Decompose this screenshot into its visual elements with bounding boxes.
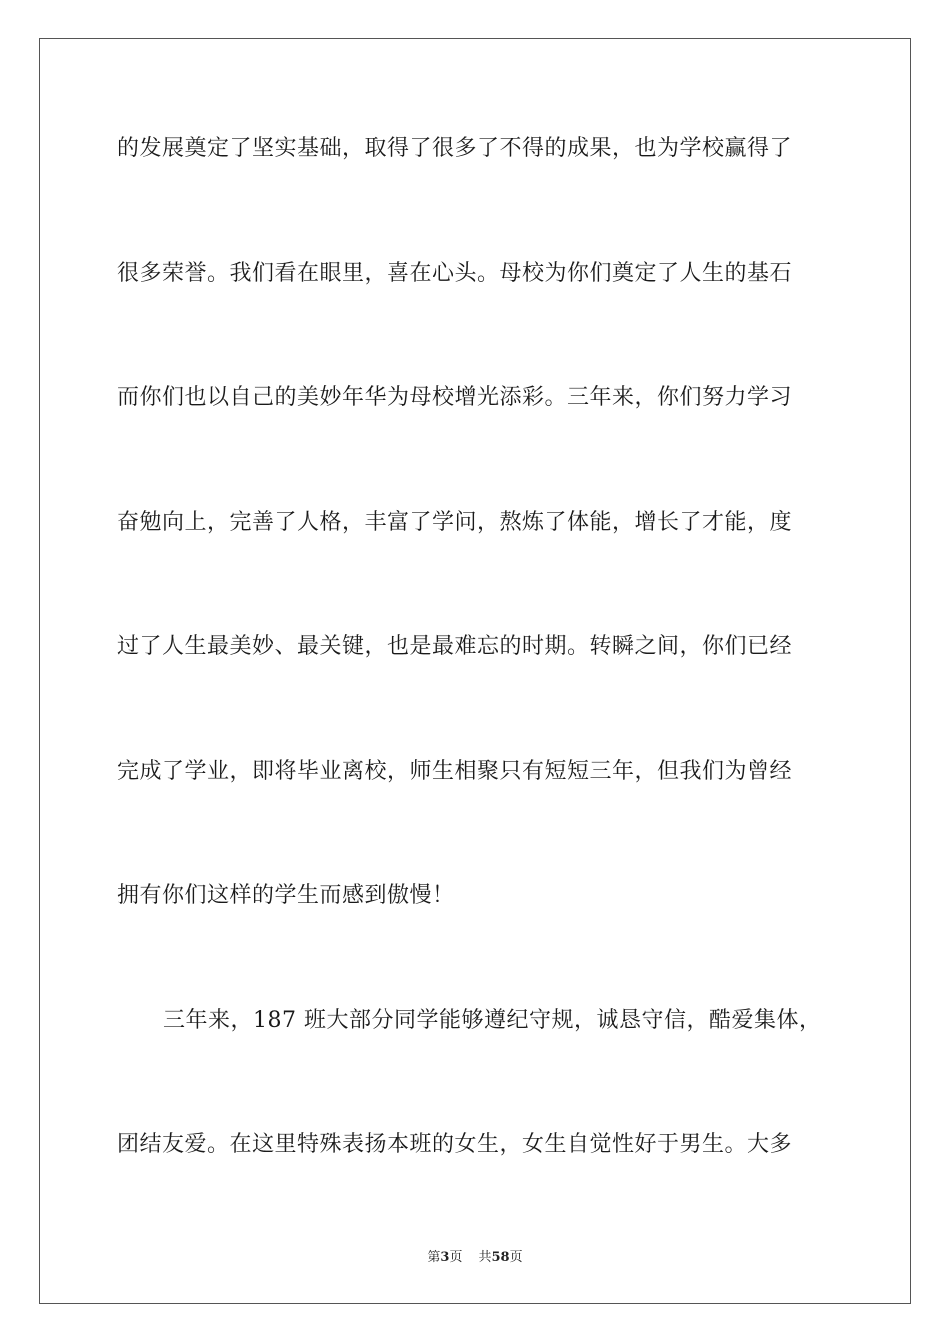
text-line: 而你们也以自己的美妙年华为母校增光添彩。三年来，你们努力学习	[117, 385, 793, 410]
page-suffix: 页	[449, 1250, 463, 1265]
text-line: 过了人生最美妙、最关键，也是最难忘的时期。转瞬之间，你们已经	[117, 634, 793, 659]
text-line: 拥有你们这样的学生而感到傲慢！	[117, 883, 455, 908]
total-suffix: 页	[509, 1250, 523, 1265]
text-line: 团结友爱。在这里特殊表扬本班的女生，女生自觉性好于男生。大多	[117, 1132, 793, 1157]
total-prefix: 共	[478, 1250, 492, 1265]
text-line: 奋勉向上，完善了人格，丰富了学问，熬炼了体能，增长了才能，度	[117, 509, 793, 535]
total-pages: 58	[491, 1250, 510, 1265]
text-line: 很多荣誉。我们看在眼里，喜在心头。母校为你们奠定了人生的基石	[117, 260, 793, 286]
text-line: 的发展奠定了坚实基础，取得了很多了不得的成果，也为学校赢得了	[117, 136, 793, 161]
text-line: 完成了学业，即将毕业离校，师生相聚只有短短三年，但我们为曾经	[117, 758, 793, 784]
document-body	[117, 128, 837, 1249]
paragraph-start-line: 三年来，187 班大部分同学能够遵纪守规，诚恳守信，酷爱集体，	[163, 1007, 822, 1033]
page-number: 3	[440, 1250, 450, 1265]
page-prefix: 第	[427, 1250, 441, 1265]
page-footer	[0, 1246, 950, 1265]
